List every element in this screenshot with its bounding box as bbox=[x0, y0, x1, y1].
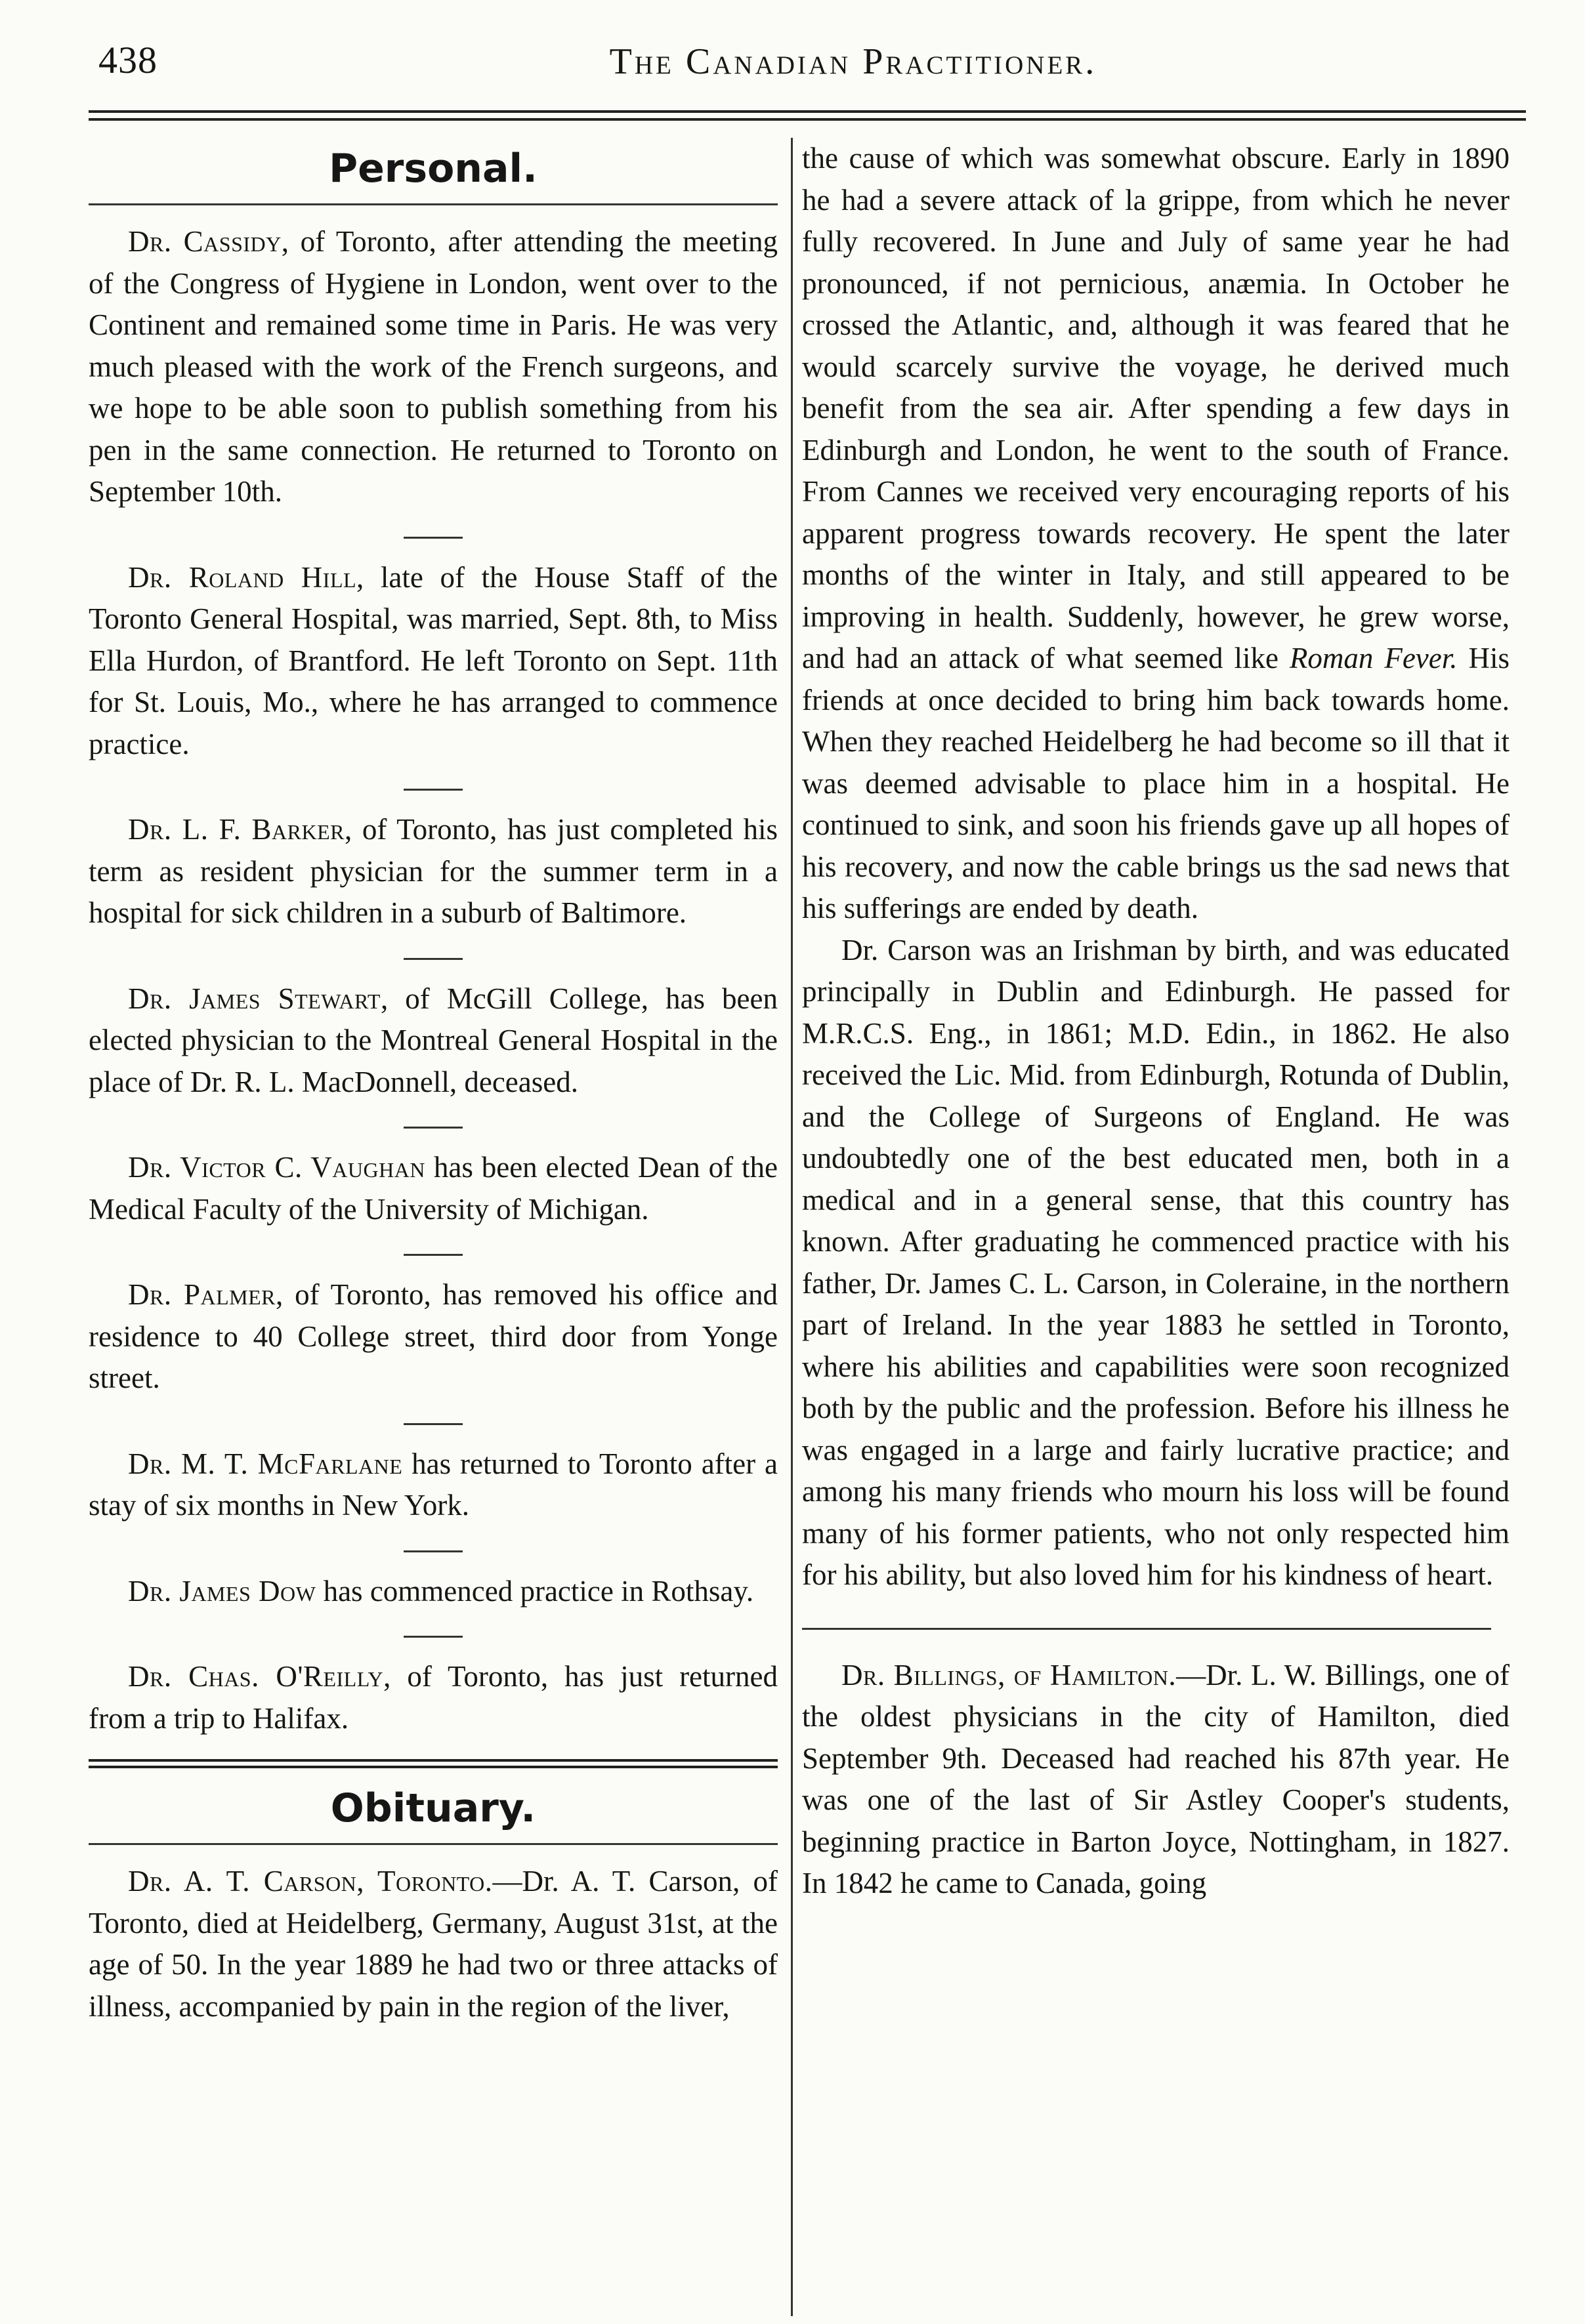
item-separator bbox=[404, 1636, 463, 1638]
obituary-separator bbox=[802, 1628, 1491, 1630]
person-name: Dr. Cassidy bbox=[128, 225, 282, 258]
obituary-carson-continued: the cause of which was somewhat obscure. Early in 1890 he had a severe attack of la grippe, from which he never fully recovered. In June and July of same year he had pronounced, if not pernicious, anæmia. In October he crossed the Atlantic, and, although it was feared that he would scarcely survive the voyage, he derived much benefit from the sea air. After spending a few days in Edinburgh and London, he went to the south of France. From Cannes we received very encouraging reports of his apparent progress towards recovery. He spent the later months of the winter in Italy, and still appeared to be improving in health. Suddenly, however, he grew worse, and had an attack of what seemed like Roman Fever. His friends at once decided to bring him back towards home. When they reached Heidelberg he had become so ill that it was deemed advisable to place him in a hospital. He continued to sink, and soon his friends gave up all hopes of his recovery, and now the cable brings us the sad news that his sufferings are ended by death. bbox=[802, 142, 1510, 924]
obituary-title-rule bbox=[89, 1843, 778, 1845]
item-separator bbox=[404, 789, 463, 791]
left-column bbox=[89, 138, 778, 2298]
column-divider bbox=[791, 138, 793, 2316]
person-name: Dr. James Stewart bbox=[128, 982, 381, 1015]
obituary-section-title: Obituary. bbox=[330, 1785, 536, 1831]
person-name: Dr. M. T. McFarlane bbox=[128, 1447, 403, 1480]
obituary-billings: Dr. Billings, of Hamilton.—Dr. L. W. Billings, one of the oldest physicians in the city of Hamilton, died September 9th. Deceased had reached his 87th year. He was one of the last of Sir Astley Cooper's students, beginning practice in Barton Joyce, Nottingham, in 1827. In 1842 he came to Canada, going bbox=[802, 1658, 1510, 1899]
obituary-carson-biography: Dr. Carson was an Irishman by birth, and was educated principally in Dublin and Edinburgh. He passed for M.R.C.S. Eng., in 1861; M.D. Edin., in 1862. He also received the Lic. Mid. from Edinburgh, Rotunda of Dublin, and the College of Surgeons of England. He was undoubtedly one of the best educated men, both in a medical and in a general sense, that this country has known. After graduating he commenced practice with his father, Dr. James C. L. Carson, in Coleraine, in the northern part of Ireland. In the year 1883 he settled in Toronto, where his abilities and capabilities were soon recognized both by the public and the profession. Before his illness he was engaged in a large and fairly lucrative practice; and among his many friends who mourn his loss will be found many of his former patients, who not only respected him for his ability, but also loved him for his kindness of heart. bbox=[802, 933, 1510, 1591]
personal-item-oreilly: Dr. Chas. O'Reilly, of Toronto, has just returned from a trip to Halifax. bbox=[89, 1660, 778, 1735]
personal-item-stewart: Dr. James Stewart, of McGill College, has been elected physician to the Montreal General Hospital in the place of Dr. R. L. MacDonnell, deceased. bbox=[89, 982, 778, 1098]
person-name: Dr. Victor C. Vaughan bbox=[128, 1151, 425, 1184]
obituary-heading: Dr. A. T. Carson, Toronto. bbox=[128, 1865, 493, 1898]
personal-item-mcfarlane: Dr. M. T. McFarlane has returned to Toronto after a stay of six months in New York. bbox=[89, 1447, 778, 1522]
person-name: Dr. L. F. Barker bbox=[128, 813, 345, 846]
header-rule-top bbox=[89, 110, 1526, 113]
page-number: 438 bbox=[98, 39, 158, 81]
item-separator bbox=[404, 1127, 463, 1129]
section-double-rule bbox=[89, 1759, 778, 1768]
person-name: Dr. Palmer bbox=[128, 1278, 276, 1311]
person-name: Dr. James Dow bbox=[128, 1574, 316, 1608]
person-name: Dr. Roland Hill bbox=[128, 560, 357, 594]
personal-item-hill: Dr. Roland Hill, late of the House Staff of the Toronto General Hospital, was married, Sept. 8th, to Miss Ella Hurdon, of Brantford. He left Toronto on Sept. 11th for St. Louis, Mo., where he has arranged to commence practice. bbox=[89, 560, 778, 760]
running-head bbox=[0, 26, 1585, 105]
item-separator bbox=[404, 958, 463, 960]
personal-title-rule bbox=[89, 203, 778, 205]
item-separator bbox=[404, 1423, 463, 1425]
person-name: Dr. Chas. O'Reilly bbox=[128, 1660, 384, 1693]
personal-item-barker: Dr. L. F. Barker, of Toronto, has just completed his term as resident physician for the summer term in a hospital for sick children in a suburb of Baltimore. bbox=[89, 813, 778, 929]
header-rule-bottom bbox=[89, 118, 1526, 121]
italic-term: Roman Fever. bbox=[1289, 642, 1458, 674]
obituary-heading: Dr. Billings, of Hamilton. bbox=[841, 1658, 1177, 1691]
item-separator bbox=[404, 1550, 463, 1552]
personal-item-cassidy: Dr. Cassidy, of Toronto, after attending the meeting of the Congress of Hygiene in London, went over to the Continent and remained some time in Paris. He was very much pleased with the work of the French surgeons, and we hope to be able soon to publish something from his pen in the same connection. He returned to Toronto on September 10th. bbox=[89, 225, 778, 508]
personal-section-title: Personal. bbox=[329, 146, 538, 192]
item-separator bbox=[404, 537, 463, 539]
item-separator bbox=[404, 1254, 463, 1256]
obituary-carson-start: Dr. A. T. Carson, Toronto.—Dr. A. T. Carson, of Toronto, died at Heidelberg, Germany, August 31st, at the age of 50. In the year 1889 he had two or three attacks of illness, accompanied by pain in the region of the liver, bbox=[89, 1865, 778, 2023]
personal-item-vaughan: Dr. Victor C. Vaughan has been elected Dean of the Medical Faculty of the University of Michigan. bbox=[89, 1151, 778, 1226]
running-title: The Canadian Practitioner. bbox=[609, 41, 1097, 82]
personal-item-palmer: Dr. Palmer, of Toronto, has removed his office and residence to 40 College street, third door from Yonge street. bbox=[89, 1278, 778, 1394]
personal-item-dow: Dr. James Dow has commenced practice in Rothsay. bbox=[128, 1574, 754, 1608]
right-column bbox=[802, 138, 1510, 2298]
